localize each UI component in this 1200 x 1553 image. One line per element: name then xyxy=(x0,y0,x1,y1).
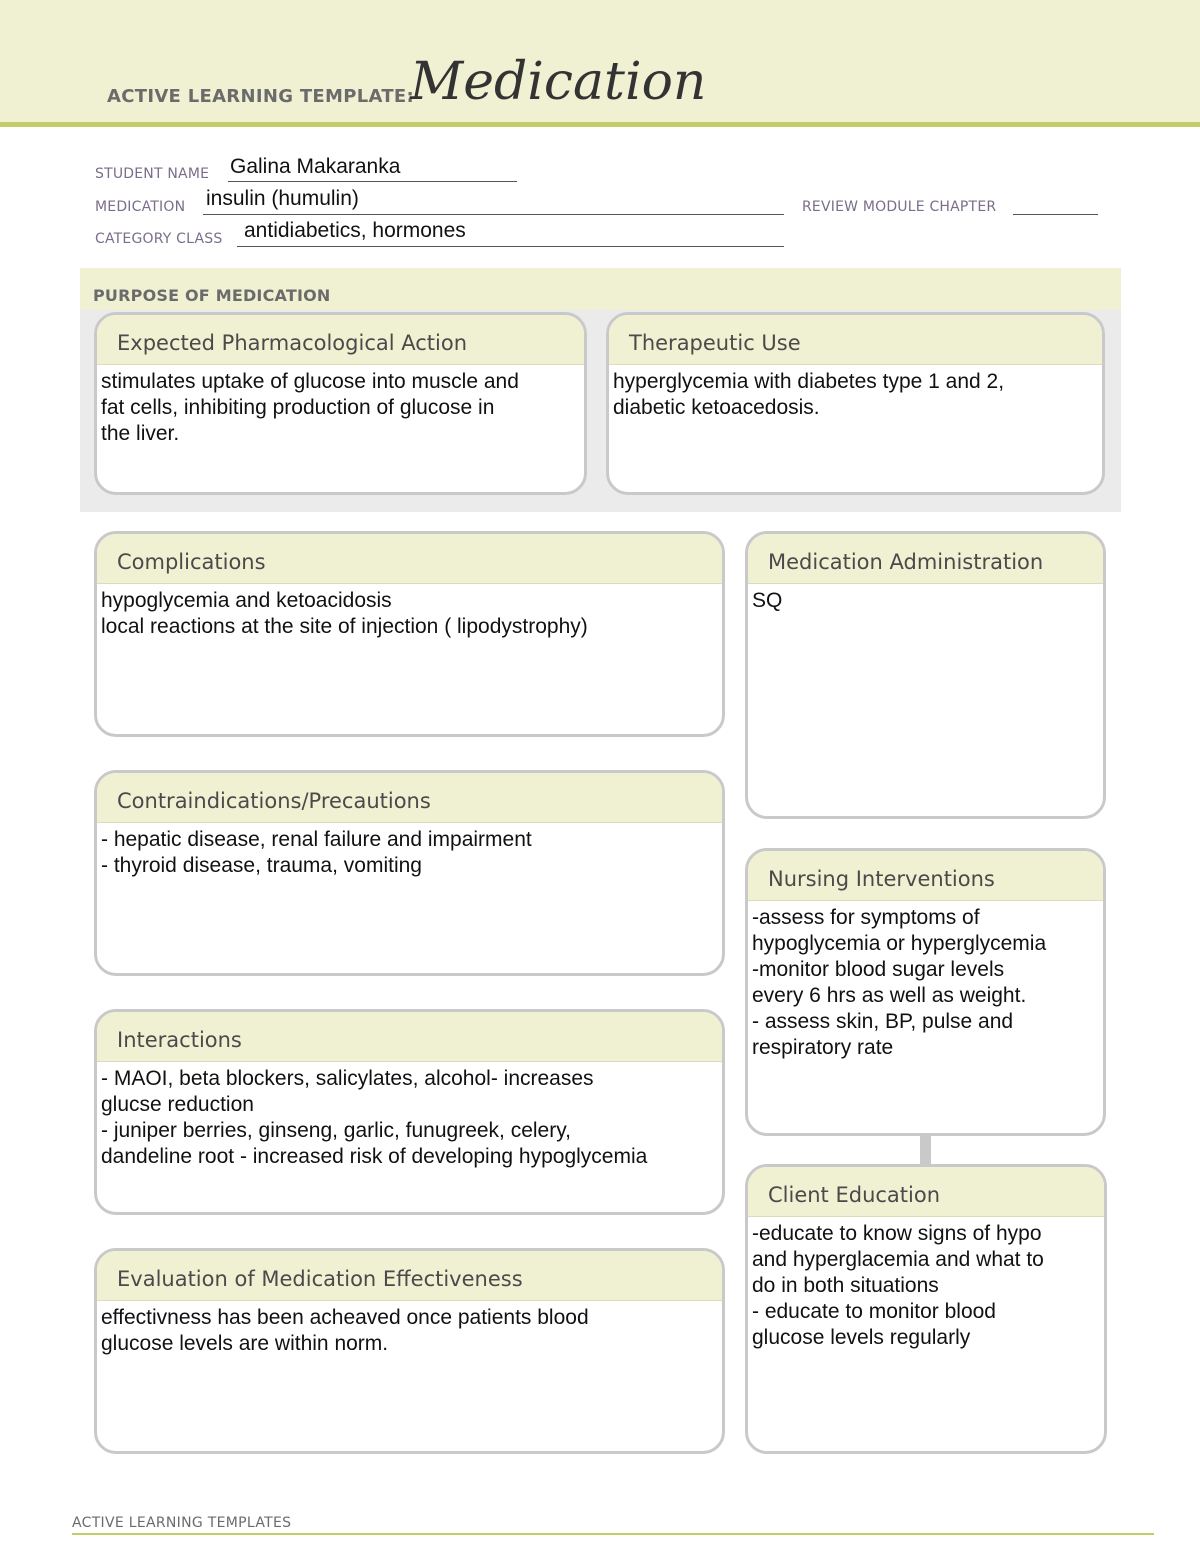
student-name-label: STUDENT NAME xyxy=(95,166,210,182)
client-education-title: Client Education xyxy=(748,1167,1104,1217)
nursing-interventions-title: Nursing Interventions xyxy=(748,851,1103,901)
interactions-box xyxy=(94,1009,725,1215)
medication-label: MEDICATION xyxy=(95,199,186,215)
complications-content[interactable]: hypoglycemia and ketoacidosis local reactions at the site of injection ( lipodystrophy) xyxy=(101,589,588,638)
nursing-interventions-box xyxy=(745,848,1106,1136)
review-module-underline[interactable] xyxy=(1013,214,1098,215)
purpose-label: PURPOSE OF MEDICATION xyxy=(93,286,331,305)
therapeutic-use-title: Therapeutic Use xyxy=(609,315,1102,365)
student-name-value[interactable]: Galina Makaranka xyxy=(230,155,401,178)
category-class-value[interactable]: antidiabetics, hormones xyxy=(244,219,466,242)
interactions-title: Interactions xyxy=(97,1012,722,1062)
medication-value[interactable]: insulin (humulin) xyxy=(206,187,359,210)
evaluation-content[interactable]: effectivness has been acheaved once patients blood glucose levels are within norm. xyxy=(101,1306,589,1355)
medication-underline xyxy=(203,214,784,215)
medication-administration-box xyxy=(745,531,1106,819)
therapeutic-use-box xyxy=(606,312,1105,495)
therapeutic-use-content[interactable]: hyperglycemia with diabetes type 1 and 2, diabetic ketoacedosis. xyxy=(613,370,1005,419)
template-label: ACTIVE LEARNING TEMPLATE: xyxy=(107,86,414,107)
evaluation-title: Evaluation of Medication Effectiveness xyxy=(97,1251,722,1301)
evaluation-box xyxy=(94,1248,725,1454)
expected-action-box xyxy=(94,312,587,495)
expected-action-title: Expected Pharmacological Action xyxy=(97,315,584,365)
complications-box xyxy=(94,531,725,737)
client-education-content[interactable]: -educate to know signs of hypo and hyperglacemia and what to do in both situations - educate to monitor blood glucose levels regularly xyxy=(752,1222,1044,1349)
category-class-underline xyxy=(237,246,784,247)
box-connector xyxy=(920,1134,931,1166)
footer-divider xyxy=(72,1533,1154,1535)
medication-administration-title: Medication Administration xyxy=(748,534,1103,584)
category-class-label: CATEGORY CLASS xyxy=(95,231,223,247)
header-divider xyxy=(0,122,1200,127)
page-title: Medication xyxy=(410,52,707,112)
footer-label: ACTIVE LEARNING TEMPLATES xyxy=(72,1515,292,1531)
interactions-content[interactable]: - MAOI, beta blockers, salicylates, alcohol- increases glucse reduction - juniper berries, ginseng, garlic, funugreek, celery, dandeline root - increased risk of developing hypoglycemia xyxy=(101,1067,648,1168)
expected-action-content[interactable]: stimulates uptake of glucose into muscle and fat cells, inhibiting production of glucose in the liver. xyxy=(101,370,519,445)
nursing-interventions-content[interactable]: -assess for symptoms of hypoglycemia or hyperglycemia -monitor blood sugar levels every 6 hrs as well as weight. - assess skin, BP, pulse and respiratory rate xyxy=(752,906,1047,1059)
student-name-underline xyxy=(228,181,517,182)
contraindications-title: Contraindications/Precautions xyxy=(97,773,722,823)
contraindications-content[interactable]: - hepatic disease, renal failure and impairment - thyroid disease, trauma, vomiting xyxy=(101,828,532,877)
review-module-label: REVIEW MODULE CHAPTER xyxy=(802,199,997,215)
client-education-box xyxy=(745,1164,1107,1454)
complications-title: Complications xyxy=(97,534,722,584)
contraindications-box xyxy=(94,770,725,976)
medication-administration-content[interactable]: SQ xyxy=(752,589,783,612)
